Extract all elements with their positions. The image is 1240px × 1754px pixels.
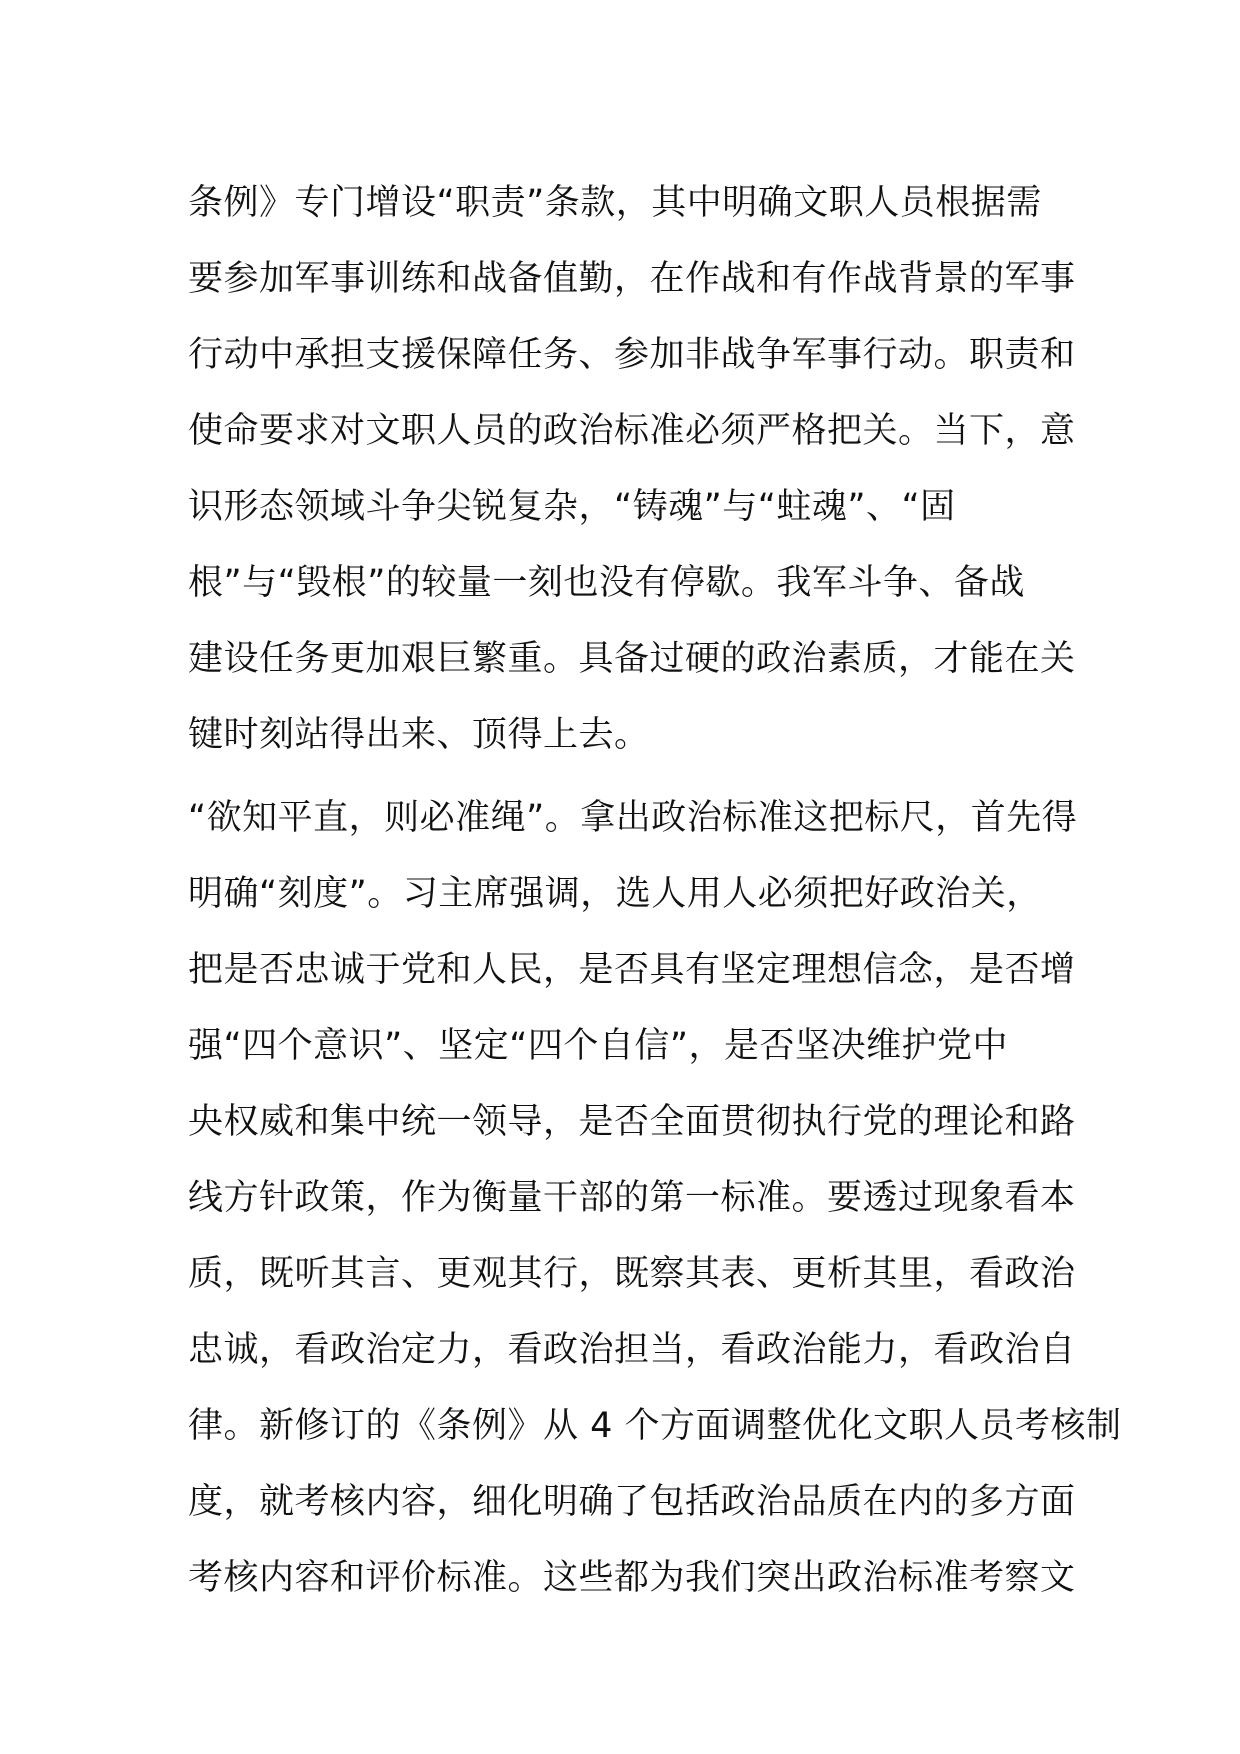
- paragraph-line: 考核内容和评价标准。这些都为我们突出政治标准考察文: [188, 1558, 1076, 1598]
- paragraph-2: [188, 780, 1122, 1616]
- paragraph-line: 质，既听其言、更观其行，既察其表、更析其里，看政治: [188, 1254, 1076, 1294]
- paragraph-line: “欲知平直，则必准绳”。拿出政治标准这把标尺，首先得: [188, 798, 1078, 838]
- paragraph-line: 建设任务更加艰巨繁重。具备过硬的政治素质，才能在关: [188, 639, 1076, 679]
- paragraph-line: 度，就考核内容，细化明确了包括政治品质在内的多方面: [188, 1482, 1076, 1522]
- paragraph-line: 线方针政策，作为衡量干部的第一标准。要透过现象看本: [188, 1178, 1076, 1218]
- paragraph-line: 行动中承担支援保障任务、参加非战争军事行动。职责和: [188, 335, 1076, 375]
- paragraph-line: 央权威和集中统一领导，是否全面贯彻执行党的理论和路: [188, 1102, 1076, 1142]
- paragraph-line: 识形态领域斗争尖锐复杂，“铸魂”与“蛀魂”、“固: [188, 487, 956, 527]
- paragraph-line: 要参加军事训练和战备值勤，在作战和有作战背景的军事: [188, 259, 1076, 299]
- paragraph-line: 使命要求对文职人员的政治标准必须严格把关。当下，意: [188, 411, 1076, 451]
- paragraph-line: 根”与“毁根”的较量一刻也没有停歇。我军斗争、备战: [188, 563, 1025, 603]
- paragraph-line: 键时刻站得出来、顶得上去。: [188, 715, 650, 755]
- paragraph-line: 律。新修订的《条例》从 4 个方面调整优化文职人员考核制: [188, 1406, 1122, 1446]
- paragraph-line: 强“四个意识”、坚定“四个自信”，是否坚决维护党中: [188, 1026, 1009, 1066]
- paragraph-line: 忠诚，看政治定力，看政治担当，看政治能力，看政治自: [188, 1330, 1076, 1370]
- paragraph-line: 明确“刻度”。习主席强调，选人用人必须把好政治关，: [188, 874, 1042, 914]
- paragraph-line: 把是否忠诚于党和人民，是否具有坚定理想信念，是否增: [188, 950, 1076, 990]
- paragraph-1: [188, 165, 1076, 773]
- paragraph-line: 条例》专门增设“职责”条款，其中明确文职人员根据需: [188, 183, 1042, 223]
